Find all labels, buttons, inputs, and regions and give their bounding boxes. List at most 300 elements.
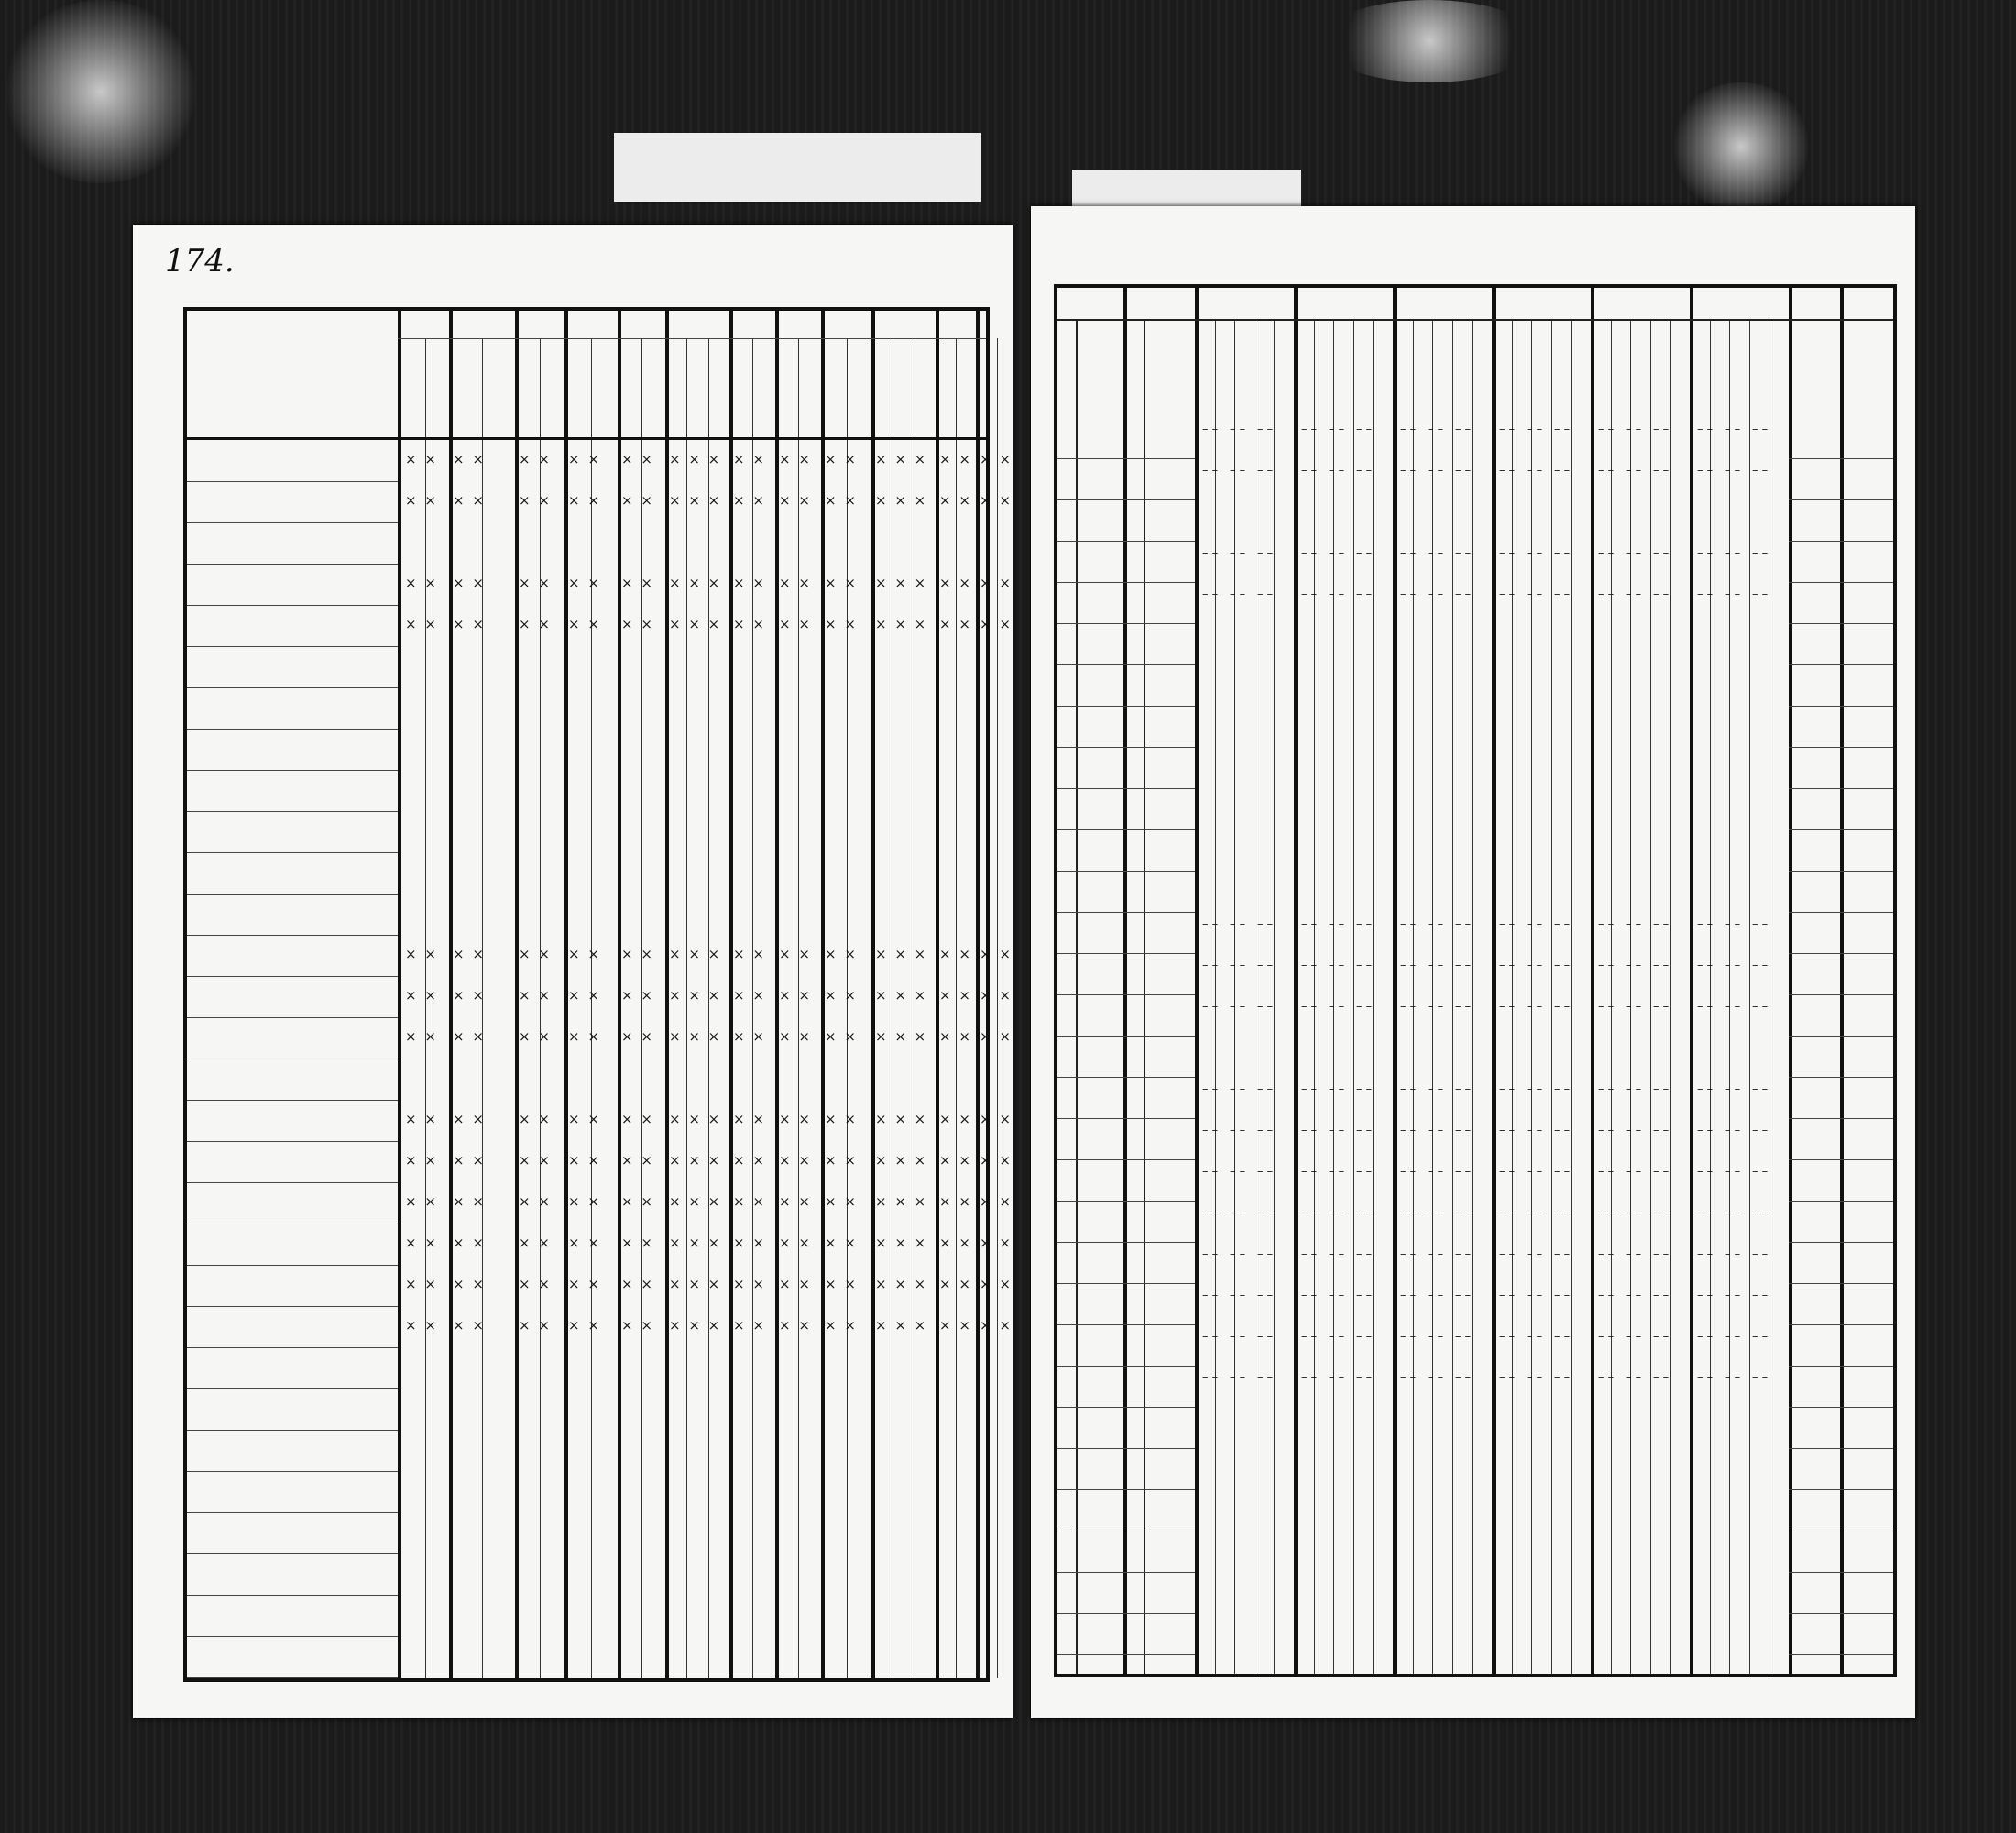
communion-mark: – – xyxy=(1257,917,1274,931)
subcolumn-divider xyxy=(1749,319,1750,1674)
exam-mark: × × × xyxy=(875,492,928,509)
communion-mark: – – xyxy=(1428,1289,1444,1302)
communion-mark: – – xyxy=(1257,959,1274,972)
exam-mark: × × × xyxy=(875,1317,928,1334)
exam-mark: × × xyxy=(733,946,766,962)
row-rule xyxy=(1789,499,1893,500)
communion-mark: – – xyxy=(1202,464,1219,477)
communion-mark: – – xyxy=(1400,423,1417,436)
row-rule xyxy=(1057,1283,1195,1284)
communion-mark: – – xyxy=(1653,464,1670,477)
communion-mark: – – xyxy=(1356,917,1373,931)
communion-mark: – – xyxy=(1202,1000,1219,1014)
exam-mark: × × xyxy=(825,987,858,1004)
communion-mark: – – xyxy=(1598,1330,1615,1344)
communion-mark: – – xyxy=(1455,1000,1472,1014)
row-rule xyxy=(1789,1613,1893,1614)
communion-mark: – – xyxy=(1499,1330,1516,1344)
row-rule xyxy=(187,1265,398,1266)
row-rule xyxy=(1789,706,1893,707)
communion-mark: – – xyxy=(1301,917,1318,931)
paper-tab xyxy=(614,133,981,202)
row-rule xyxy=(187,564,398,565)
exam-mark: × × xyxy=(733,492,766,509)
communion-mark: – – xyxy=(1653,423,1670,436)
communion-mark: – – xyxy=(1499,423,1516,436)
communion-mark: – – xyxy=(1428,917,1444,931)
exam-mark: × × xyxy=(621,1193,654,1210)
row-rule xyxy=(187,1677,398,1678)
communion-mark: – – xyxy=(1455,464,1472,477)
exam-mark: × × xyxy=(519,1317,552,1334)
exam-mark: × × xyxy=(779,575,812,591)
communion-mark: – – xyxy=(1598,1247,1615,1261)
exam-mark: × × × xyxy=(669,1152,722,1169)
exam-mark: × × × xyxy=(669,492,722,509)
communion-mark: – – xyxy=(1598,917,1615,931)
communion-mark: – – xyxy=(1230,587,1246,601)
row-rule xyxy=(1057,1613,1195,1614)
subcolumn-divider xyxy=(482,338,483,1678)
communion-mark: – – xyxy=(1598,587,1615,601)
communion-mark: – – xyxy=(1301,1082,1318,1096)
communion-mark: – – xyxy=(1202,959,1219,972)
header-rule xyxy=(1057,319,1893,321)
communion-mark: – – xyxy=(1626,1330,1642,1344)
row-rule xyxy=(1789,747,1893,748)
communion-mark: – – xyxy=(1626,464,1642,477)
row-rule xyxy=(1057,912,1195,913)
exam-mark: × × × xyxy=(875,451,928,467)
communion-mark: – – xyxy=(1527,1206,1543,1220)
communion-mark: – – xyxy=(1455,1247,1472,1261)
communion-mark: – – xyxy=(1202,1247,1219,1261)
communion-mark: – – xyxy=(1725,1165,1741,1179)
communion-mark: – – xyxy=(1329,587,1345,601)
communion-mark: – – xyxy=(1356,464,1373,477)
exam-mark: × × xyxy=(939,1193,972,1210)
communion-mark: – – xyxy=(1428,1165,1444,1179)
communion-mark: – – xyxy=(1626,1082,1642,1096)
communion-mark: – – xyxy=(1499,464,1516,477)
communion-mark: – – xyxy=(1626,1206,1642,1220)
communion-mark: – – xyxy=(1626,1371,1642,1385)
communion-mark: – – xyxy=(1499,959,1516,972)
communion-mark: – – xyxy=(1554,1000,1571,1014)
column-divider xyxy=(1123,288,1127,1674)
row-rule xyxy=(187,1595,398,1596)
communion-mark: – – xyxy=(1455,1330,1472,1344)
subcolumn-divider xyxy=(798,338,799,1678)
communion-mark: – – xyxy=(1329,1289,1345,1302)
row-rule xyxy=(1057,664,1195,665)
communion-mark: – – xyxy=(1329,1330,1345,1344)
row-rule xyxy=(1789,953,1893,954)
communion-mark: – – xyxy=(1527,1124,1543,1137)
exam-mark: × × × xyxy=(669,946,722,962)
communion-mark: – – xyxy=(1499,1124,1516,1137)
communion-mark: – – xyxy=(1455,546,1472,560)
communion-mark: – – xyxy=(1499,917,1516,931)
subcolumn-divider xyxy=(956,338,957,1678)
communion-mark: – – xyxy=(1527,587,1543,601)
communion-mark: – – xyxy=(1598,1289,1615,1302)
communion-mark: – – xyxy=(1329,1082,1345,1096)
exam-mark: × × xyxy=(733,451,766,467)
subcolumn-divider xyxy=(1333,319,1334,1674)
exam-mark: × × xyxy=(779,1028,812,1045)
row-rule xyxy=(1789,1201,1893,1202)
exam-mark: × × xyxy=(405,575,438,591)
exam-mark: × × xyxy=(779,1317,812,1334)
communion-mark: – – xyxy=(1697,1124,1714,1137)
row-rule xyxy=(187,1388,398,1389)
row-rule xyxy=(187,1182,398,1183)
communion-mark: – – xyxy=(1301,1330,1318,1344)
exam-mark: × × xyxy=(779,616,812,632)
row-rule xyxy=(1789,1118,1893,1119)
exam-mark: × × xyxy=(405,451,438,467)
communion-mark: – – xyxy=(1356,423,1373,436)
row-rule xyxy=(187,481,398,482)
communion-mark: – – xyxy=(1725,959,1741,972)
exam-mark: × × xyxy=(825,1235,858,1251)
year-divider xyxy=(1591,288,1594,1674)
communion-mark: – – xyxy=(1725,1082,1741,1096)
communion-mark: – – xyxy=(1626,1165,1642,1179)
exam-mark: × × × xyxy=(669,1276,722,1292)
exam-mark: × × xyxy=(405,1028,438,1045)
communion-mark: – – xyxy=(1697,464,1714,477)
row-rule xyxy=(1057,788,1195,789)
exam-mark: × × xyxy=(939,1028,972,1045)
row-rule xyxy=(1789,1242,1893,1243)
exam-mark: × × xyxy=(825,616,858,632)
year-divider xyxy=(1294,288,1298,1674)
communion-mark: – – xyxy=(1653,1165,1670,1179)
exam-mark: × × xyxy=(519,987,552,1004)
communion-mark: – – xyxy=(1428,464,1444,477)
communion-mark: – – xyxy=(1202,587,1219,601)
exam-mark: × × xyxy=(621,946,654,962)
exam-mark: × × × xyxy=(669,1111,722,1127)
exam-mark: × × xyxy=(405,1317,438,1334)
communion-mark: – – xyxy=(1697,1371,1714,1385)
communion-mark: – – xyxy=(1301,587,1318,601)
communion-mark: – – xyxy=(1428,1371,1444,1385)
year-divider xyxy=(1492,288,1496,1674)
communion-mark: – – xyxy=(1527,917,1543,931)
row-rule xyxy=(1057,953,1195,954)
exam-mark: × × xyxy=(779,492,812,509)
row-rule xyxy=(1057,747,1195,748)
communion-mark: – – xyxy=(1697,1082,1714,1096)
communion-mark: – – xyxy=(1554,1371,1571,1385)
subcolumn-divider xyxy=(1650,319,1651,1674)
communion-mark: – – xyxy=(1653,1371,1670,1385)
communion-mark: – – xyxy=(1301,1206,1318,1220)
exam-mark: × × × xyxy=(669,1317,722,1334)
communion-mark: – – xyxy=(1455,1165,1472,1179)
communion-mark: – – xyxy=(1499,1247,1516,1261)
row-rule xyxy=(1057,1159,1195,1160)
row-rule xyxy=(1789,871,1893,872)
exam-mark: × × xyxy=(405,987,438,1004)
communion-mark: – – xyxy=(1725,1124,1741,1137)
exam-mark: × × xyxy=(980,1235,1013,1251)
communion-mark: – – xyxy=(1356,1289,1373,1302)
communion-mark: – – xyxy=(1626,1247,1642,1261)
exam-mark: × × × xyxy=(875,1152,928,1169)
communion-mark: – – xyxy=(1356,1082,1373,1096)
subcolumn-divider xyxy=(997,338,998,1678)
communion-mark: – – xyxy=(1598,423,1615,436)
exam-mark: × × xyxy=(939,1152,972,1169)
communion-mark: – – xyxy=(1626,917,1642,931)
communion-mark: – – xyxy=(1554,959,1571,972)
subcolumn-divider xyxy=(1472,319,1473,1674)
communion-mark: – – xyxy=(1697,959,1714,972)
communion-mark: – – xyxy=(1499,1371,1516,1385)
subcolumn-divider xyxy=(1413,319,1414,1674)
exam-mark: × × xyxy=(779,987,812,1004)
communion-mark: – – xyxy=(1697,587,1714,601)
subcolumn-divider xyxy=(752,338,753,1678)
exam-mark: × × xyxy=(779,1152,812,1169)
communion-mark: – – xyxy=(1527,464,1543,477)
exam-mark: × × xyxy=(825,1193,858,1210)
exam-mark: × × xyxy=(405,1193,438,1210)
exam-mark: × × xyxy=(779,1193,812,1210)
communion-mark: – – xyxy=(1527,1371,1543,1385)
row-rule xyxy=(1789,1654,1893,1655)
exam-mark: × × xyxy=(779,946,812,962)
exam-mark: × × × xyxy=(875,987,928,1004)
left-register-table xyxy=(183,307,1013,1682)
row-rule xyxy=(1057,1324,1195,1325)
exam-mark: × × xyxy=(621,575,654,591)
communion-mark: – – xyxy=(1301,1165,1318,1179)
communion-mark: – – xyxy=(1428,1000,1444,1014)
exam-mark: × × xyxy=(453,1111,486,1127)
communion-mark: – – xyxy=(1725,1000,1741,1014)
exam-mark: × × xyxy=(453,1276,486,1292)
exam-mark: × × xyxy=(568,1111,601,1127)
subcolumn-divider xyxy=(1076,321,1078,1674)
communion-mark: – – xyxy=(1400,1082,1417,1096)
exam-mark: × × xyxy=(519,1193,552,1210)
row-rule xyxy=(187,1017,398,1018)
exam-mark: × × xyxy=(980,1193,1013,1210)
row-rule xyxy=(1057,1366,1195,1367)
communion-mark: – – xyxy=(1455,1206,1472,1220)
row-rule xyxy=(1789,1283,1893,1284)
subcolumn-divider xyxy=(1234,319,1235,1674)
exam-mark: × × xyxy=(519,946,552,962)
communion-mark: – – xyxy=(1653,1289,1670,1302)
communion-mark: – – xyxy=(1400,1124,1417,1137)
exam-mark: × × xyxy=(825,1111,858,1127)
communion-mark: – – xyxy=(1697,1330,1714,1344)
exam-mark: × × xyxy=(453,987,486,1004)
exam-mark: × × xyxy=(568,1317,601,1334)
exam-mark: × × xyxy=(939,1317,972,1334)
communion-mark: – – xyxy=(1554,1330,1571,1344)
communion-mark: – – xyxy=(1527,423,1543,436)
row-rule xyxy=(1789,623,1893,624)
communion-mark: – – xyxy=(1554,587,1571,601)
communion-mark: – – xyxy=(1598,959,1615,972)
light-glare xyxy=(1320,0,1539,82)
communion-mark: – – xyxy=(1329,1247,1345,1261)
communion-mark: – – xyxy=(1400,1206,1417,1220)
communion-mark: – – xyxy=(1653,1206,1670,1220)
exam-mark: × × xyxy=(568,946,601,962)
row-rule xyxy=(1057,994,1195,995)
exam-mark: × × xyxy=(980,575,1013,591)
communion-mark: – – xyxy=(1697,917,1714,931)
communion-mark: – – xyxy=(1527,1000,1543,1014)
exam-mark: × × xyxy=(733,1152,766,1169)
communion-mark: – – xyxy=(1725,464,1741,477)
communion-mark: – – xyxy=(1257,1082,1274,1096)
row-rule xyxy=(1789,582,1893,583)
exam-mark: × × xyxy=(779,1111,812,1127)
communion-mark: – – xyxy=(1752,1371,1769,1385)
exam-mark: × × xyxy=(519,1111,552,1127)
communion-mark: – – xyxy=(1230,917,1246,931)
row-rule xyxy=(1789,664,1893,665)
communion-mark: – – xyxy=(1257,587,1274,601)
exam-mark: × × xyxy=(980,1276,1013,1292)
communion-mark: – – xyxy=(1329,959,1345,972)
communion-mark: – – xyxy=(1400,1371,1417,1385)
page-number: 174. xyxy=(165,243,235,280)
communion-mark: – – xyxy=(1752,1124,1769,1137)
exam-mark: × × xyxy=(733,1028,766,1045)
exam-mark: × × xyxy=(453,451,486,467)
exam-mark: × × xyxy=(980,616,1013,632)
communion-mark: – – xyxy=(1428,1247,1444,1261)
communion-mark: – – xyxy=(1230,423,1246,436)
exam-mark: × × xyxy=(621,1111,654,1127)
communion-mark: – – xyxy=(1230,1247,1246,1261)
communion-mark: – – xyxy=(1653,546,1670,560)
exam-mark: × × × xyxy=(669,616,722,632)
exam-mark: × × × xyxy=(669,1235,722,1251)
exam-mark: × × xyxy=(980,492,1013,509)
communion-mark: – – xyxy=(1554,1082,1571,1096)
communion-mark: – – xyxy=(1752,1330,1769,1344)
row-rule xyxy=(187,646,398,647)
communion-mark: – – xyxy=(1329,917,1345,931)
communion-mark: – – xyxy=(1455,587,1472,601)
communion-mark: – – xyxy=(1356,587,1373,601)
exam-mark: × × xyxy=(733,1235,766,1251)
row-rule xyxy=(187,852,398,853)
communion-mark: – – xyxy=(1400,917,1417,931)
communion-mark: – – xyxy=(1499,546,1516,560)
row-rule xyxy=(1057,1242,1195,1243)
communion-mark: – – xyxy=(1626,587,1642,601)
exam-mark: × × xyxy=(733,1276,766,1292)
exam-mark: × × xyxy=(980,1152,1013,1169)
communion-mark: – – xyxy=(1257,423,1274,436)
communion-mark: – – xyxy=(1725,546,1741,560)
exam-mark: × × × xyxy=(875,1235,928,1251)
row-rule xyxy=(187,770,398,771)
exam-mark: × × xyxy=(980,1028,1013,1045)
subcolumn-divider xyxy=(1670,319,1671,1674)
exam-mark: × × xyxy=(453,1317,486,1334)
row-rule xyxy=(187,935,398,936)
exam-mark: × × xyxy=(980,1111,1013,1127)
exam-mark: × × xyxy=(519,575,552,591)
communion-mark: – – xyxy=(1400,1247,1417,1261)
exam-mark: × × xyxy=(980,1317,1013,1334)
communion-mark: – – xyxy=(1752,546,1769,560)
communion-mark: – – xyxy=(1752,423,1769,436)
row-rule xyxy=(187,605,398,606)
exam-mark: × × xyxy=(519,1235,552,1251)
row-rule xyxy=(187,1100,398,1101)
row-rule xyxy=(1789,1366,1893,1367)
communion-mark: – – xyxy=(1329,1206,1345,1220)
row-rule xyxy=(1057,1489,1195,1490)
subcolumn-divider xyxy=(1611,319,1612,1674)
subcolumn-divider xyxy=(708,338,709,1678)
row-rule xyxy=(187,1471,398,1472)
communion-mark: – – xyxy=(1752,1000,1769,1014)
communion-mark: – – xyxy=(1626,546,1642,560)
subcolumn-divider xyxy=(1630,319,1631,1674)
communion-mark: – – xyxy=(1527,1289,1543,1302)
exam-mark: × × xyxy=(939,946,972,962)
exam-mark: × × xyxy=(825,1276,858,1292)
row-rule xyxy=(1057,1077,1195,1078)
exam-mark: × × xyxy=(453,946,486,962)
communion-mark: – – xyxy=(1752,1206,1769,1220)
communion-mark: – – xyxy=(1428,546,1444,560)
exam-mark: × × xyxy=(568,1028,601,1045)
row-rule xyxy=(187,1306,398,1307)
communion-mark: – – xyxy=(1301,1371,1318,1385)
exam-mark: × × xyxy=(405,1152,438,1169)
row-rule xyxy=(1789,1489,1893,1490)
communion-mark: – – xyxy=(1697,1206,1714,1220)
communion-mark: – – xyxy=(1230,959,1246,972)
exam-mark: × × xyxy=(939,1111,972,1127)
subcolumn-divider xyxy=(1353,319,1354,1674)
exam-mark: × × xyxy=(519,492,552,509)
exam-mark: × × xyxy=(405,616,438,632)
exam-mark: × × × xyxy=(875,616,928,632)
exam-mark: × × xyxy=(825,946,858,962)
exam-mark: × × xyxy=(568,575,601,591)
column-divider xyxy=(1840,288,1844,1674)
communion-mark: – – xyxy=(1499,587,1516,601)
communion-mark: – – xyxy=(1598,1165,1615,1179)
communion-mark: – – xyxy=(1752,1082,1769,1096)
right-page xyxy=(1031,206,1915,1718)
communion-mark: – – xyxy=(1400,1165,1417,1179)
communion-mark: – – xyxy=(1202,546,1219,560)
exam-mark: × × xyxy=(568,1235,601,1251)
communion-mark: – – xyxy=(1455,423,1472,436)
row-rule xyxy=(1057,458,1195,459)
row-rule xyxy=(1057,1201,1195,1202)
exam-mark: × × xyxy=(519,1028,552,1045)
